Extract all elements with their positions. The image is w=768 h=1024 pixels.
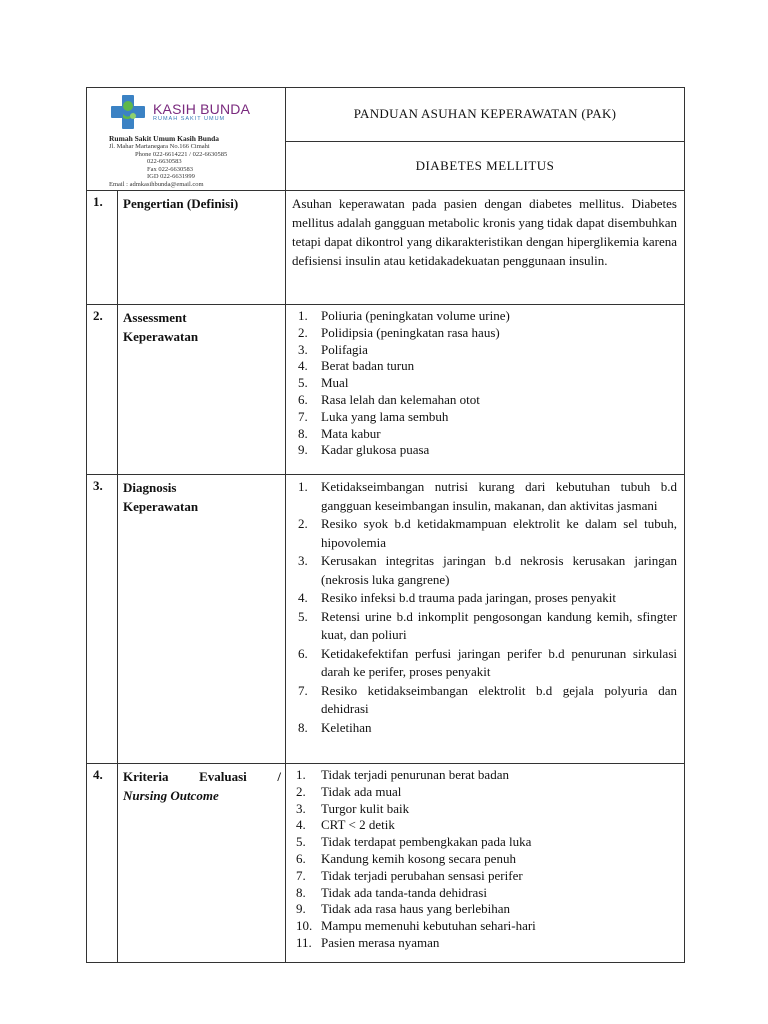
list-item-number: 4. xyxy=(298,590,308,605)
list-item-text: Resiko infeksi b.d trauma pada jaringan, proses penyakit xyxy=(321,590,616,605)
section-evaluation xyxy=(87,764,685,963)
list-item xyxy=(292,478,677,515)
list-item xyxy=(292,817,677,834)
section-label-line xyxy=(123,767,281,786)
list-item-text: Polidipsia (peningkatan rasa haus) xyxy=(321,324,500,340)
list-item-text: Kadar glukosa puasa xyxy=(321,442,430,458)
list-item-number: 11. xyxy=(296,934,312,950)
list-item xyxy=(292,358,677,375)
list-item-number: 2. xyxy=(298,516,308,531)
section-content xyxy=(286,475,685,764)
list-item-text: Pasien merasa nyaman xyxy=(321,934,440,950)
section-label-line: Assessment xyxy=(123,310,187,325)
list-item-number: 7. xyxy=(298,408,308,424)
list-item-number: 8. xyxy=(296,884,306,900)
hospital-name: Rumah Sakit Umum Kasih Bunda xyxy=(109,134,220,143)
hospital-igd: IGD 022-6631999 xyxy=(147,173,195,180)
list-item-text: Ketidakseimbangan nutrisi kurang dari kebutuhan tubuh b.d gangguan keseimbangan insulin, makanan, dan aktivitas jasmani xyxy=(321,479,677,513)
section-number: 4. xyxy=(87,764,118,963)
list-item xyxy=(292,342,677,359)
list-item-number: 9. xyxy=(298,442,308,458)
hospital-email: Email : admkasihbunda@email.com xyxy=(109,180,204,188)
list-item-number: 3. xyxy=(298,341,308,357)
list-item-number: 9. xyxy=(296,901,306,917)
hospital-phone-2: 022-6630583 xyxy=(147,158,182,165)
list-item-text: Mampu memenuhi kebutuhan sehari-hari xyxy=(321,918,536,934)
pak-document-table xyxy=(86,87,685,963)
list-item xyxy=(292,325,677,342)
list-item xyxy=(292,935,677,952)
list-item xyxy=(292,589,677,608)
definition-text: Asuhan keperawatan pada pasien dengan diabetes mellitus. Diabetes mellitus adalah gangguan metabolic kronis yang tidak dapat disembuhkan tetapi dapat dikontrol yang dikarakteristikan dengan hiperglikemia karena defisiensi insulin atau ketidakadekuatan penggunaan insulin. xyxy=(292,196,677,268)
label-word: Kriteria xyxy=(123,769,169,784)
list-item-text: Berat badan turun xyxy=(321,358,415,374)
hospital-address: Jl. Mahar Martanegara No.166 Cimahi xyxy=(109,143,210,150)
section-label-line: Keperawatan xyxy=(123,329,199,344)
list-item xyxy=(292,552,677,589)
section-label xyxy=(118,475,286,764)
list-item-number: 6. xyxy=(296,850,306,866)
section-content xyxy=(286,191,685,305)
list-item-text: Kandung kemih kosong secara penuh xyxy=(321,850,516,866)
list-item-number: 2. xyxy=(298,324,308,340)
list-item xyxy=(292,375,677,392)
section-number: 2. xyxy=(87,305,118,475)
list-item-text: CRT < 2 detik xyxy=(321,817,395,833)
list-item xyxy=(292,392,677,409)
list-item-number: 2. xyxy=(296,783,306,799)
list-item-number: 6. xyxy=(298,391,308,407)
list-item-number: 10. xyxy=(296,918,313,934)
list-item-text: Poliuria (peningkatan volume urine) xyxy=(321,308,510,323)
list-item-number: 1. xyxy=(298,308,308,323)
list-item-number: 5. xyxy=(298,375,308,391)
list-item-number: 5. xyxy=(298,608,308,624)
evaluation-list xyxy=(292,767,677,952)
list-item-text: Ketidakefektifan perfusi jaringan perifer b.d penurunan sirkulasi darah ke perifer, proses penyakit xyxy=(321,645,677,679)
section-number: 3. xyxy=(87,475,118,764)
section-assessment xyxy=(87,305,685,475)
list-item-number: 6. xyxy=(298,645,308,661)
list-item-number: 3. xyxy=(296,800,306,816)
section-label-line: Diagnosis xyxy=(123,480,177,495)
list-item xyxy=(292,682,677,719)
list-item-number: 1. xyxy=(298,479,308,494)
list-item xyxy=(292,868,677,885)
list-item xyxy=(292,784,677,801)
list-item-text: Mual xyxy=(321,375,349,391)
section-label xyxy=(118,764,286,963)
list-item-text: Polifagia xyxy=(321,341,368,357)
list-item xyxy=(292,608,677,645)
label-word: / xyxy=(277,769,281,784)
brand-subtitle: RUMAH SAKIT UMUM xyxy=(153,115,226,122)
list-item-number: 4. xyxy=(298,358,308,374)
list-item xyxy=(292,426,677,443)
list-item-text: Kerusakan integritas jaringan b.d nekrosis kerusakan jaringan (nekrosis luka gangrene) xyxy=(321,553,677,587)
list-item-text: Tidak ada mual xyxy=(321,783,402,799)
list-item-text: Tidak ada rasa haus yang berlebihan xyxy=(321,901,511,917)
list-item-number: 5. xyxy=(296,834,306,850)
label-word: Evaluasi xyxy=(199,769,247,784)
section-label xyxy=(118,305,286,475)
hospital-fax: Fax 022-6630583 xyxy=(147,165,194,173)
list-item-text: Keletihan xyxy=(321,719,372,735)
list-item-text: Tidak terjadi penurunan berat badan xyxy=(321,767,509,782)
assessment-list xyxy=(292,308,677,459)
list-item-number: 4. xyxy=(296,817,306,833)
medical-cross-logo-icon xyxy=(109,94,147,130)
list-item xyxy=(292,851,677,868)
brand-name: KASIH BUNDA xyxy=(153,100,251,117)
list-item xyxy=(292,767,677,784)
section-label-line: Keperawatan xyxy=(123,499,199,514)
hospital-header xyxy=(87,88,286,191)
list-item-number: 8. xyxy=(298,719,308,735)
list-item-number: 7. xyxy=(296,867,306,883)
list-item xyxy=(292,719,677,738)
list-item-number: 8. xyxy=(298,425,308,441)
list-item xyxy=(292,308,677,325)
list-item xyxy=(292,834,677,851)
list-item-text: Rasa lelah dan kelemahan otot xyxy=(321,391,480,407)
list-item xyxy=(292,901,677,918)
section-content xyxy=(286,305,685,475)
list-item xyxy=(292,409,677,426)
section-definition xyxy=(87,191,685,305)
section-content xyxy=(286,764,685,963)
section-number: 1. xyxy=(87,191,118,305)
list-item-text: Mata kabur xyxy=(321,425,381,441)
diagnosis-list xyxy=(292,478,677,737)
list-item xyxy=(292,918,677,935)
document-subtitle: DIABETES MELLITUS xyxy=(286,141,685,190)
list-item-text: Tidak terjadi perubahan sensasi perifer xyxy=(321,867,523,883)
list-item-text: Tidak terdapat pembengkakan pada luka xyxy=(321,834,532,850)
list-item xyxy=(292,645,677,682)
hospital-phone: Phone 022-6614221 / 022-6630585 xyxy=(135,150,228,158)
list-item-text: Retensi urine b.d inkomplit pengosongan kandung kemih, sfingter kuat, dan poliuri xyxy=(321,608,677,642)
list-item xyxy=(292,885,677,902)
section-label-line: Nursing Outcome xyxy=(123,788,219,803)
list-item xyxy=(292,442,677,459)
list-item-number: 3. xyxy=(298,553,308,568)
list-item-text: Resiko ketidakseimbangan elektrolit b.d gejala polyuria dan dehidrasi xyxy=(321,682,677,716)
list-item-number: 7. xyxy=(298,682,308,698)
list-item-text: Resiko syok b.d ketidakmampuan elektrolit ke dalam sel tubuh, hipovolemia xyxy=(321,516,677,550)
list-item-text: Turgor kulit baik xyxy=(321,800,410,816)
section-diagnosis xyxy=(87,475,685,764)
brand-logo-text xyxy=(153,102,250,123)
section-label: Pengertian (Definisi) xyxy=(118,191,286,305)
list-item-text: Tidak ada tanda-tanda dehidrasi xyxy=(321,884,487,900)
list-item-number: 1. xyxy=(296,767,306,782)
list-item xyxy=(292,515,677,552)
list-item-text: Luka yang lama sembuh xyxy=(321,408,449,424)
document-title: PANDUAN ASUHAN KEPERAWATAN (PAK) xyxy=(286,88,685,142)
list-item xyxy=(292,801,677,818)
